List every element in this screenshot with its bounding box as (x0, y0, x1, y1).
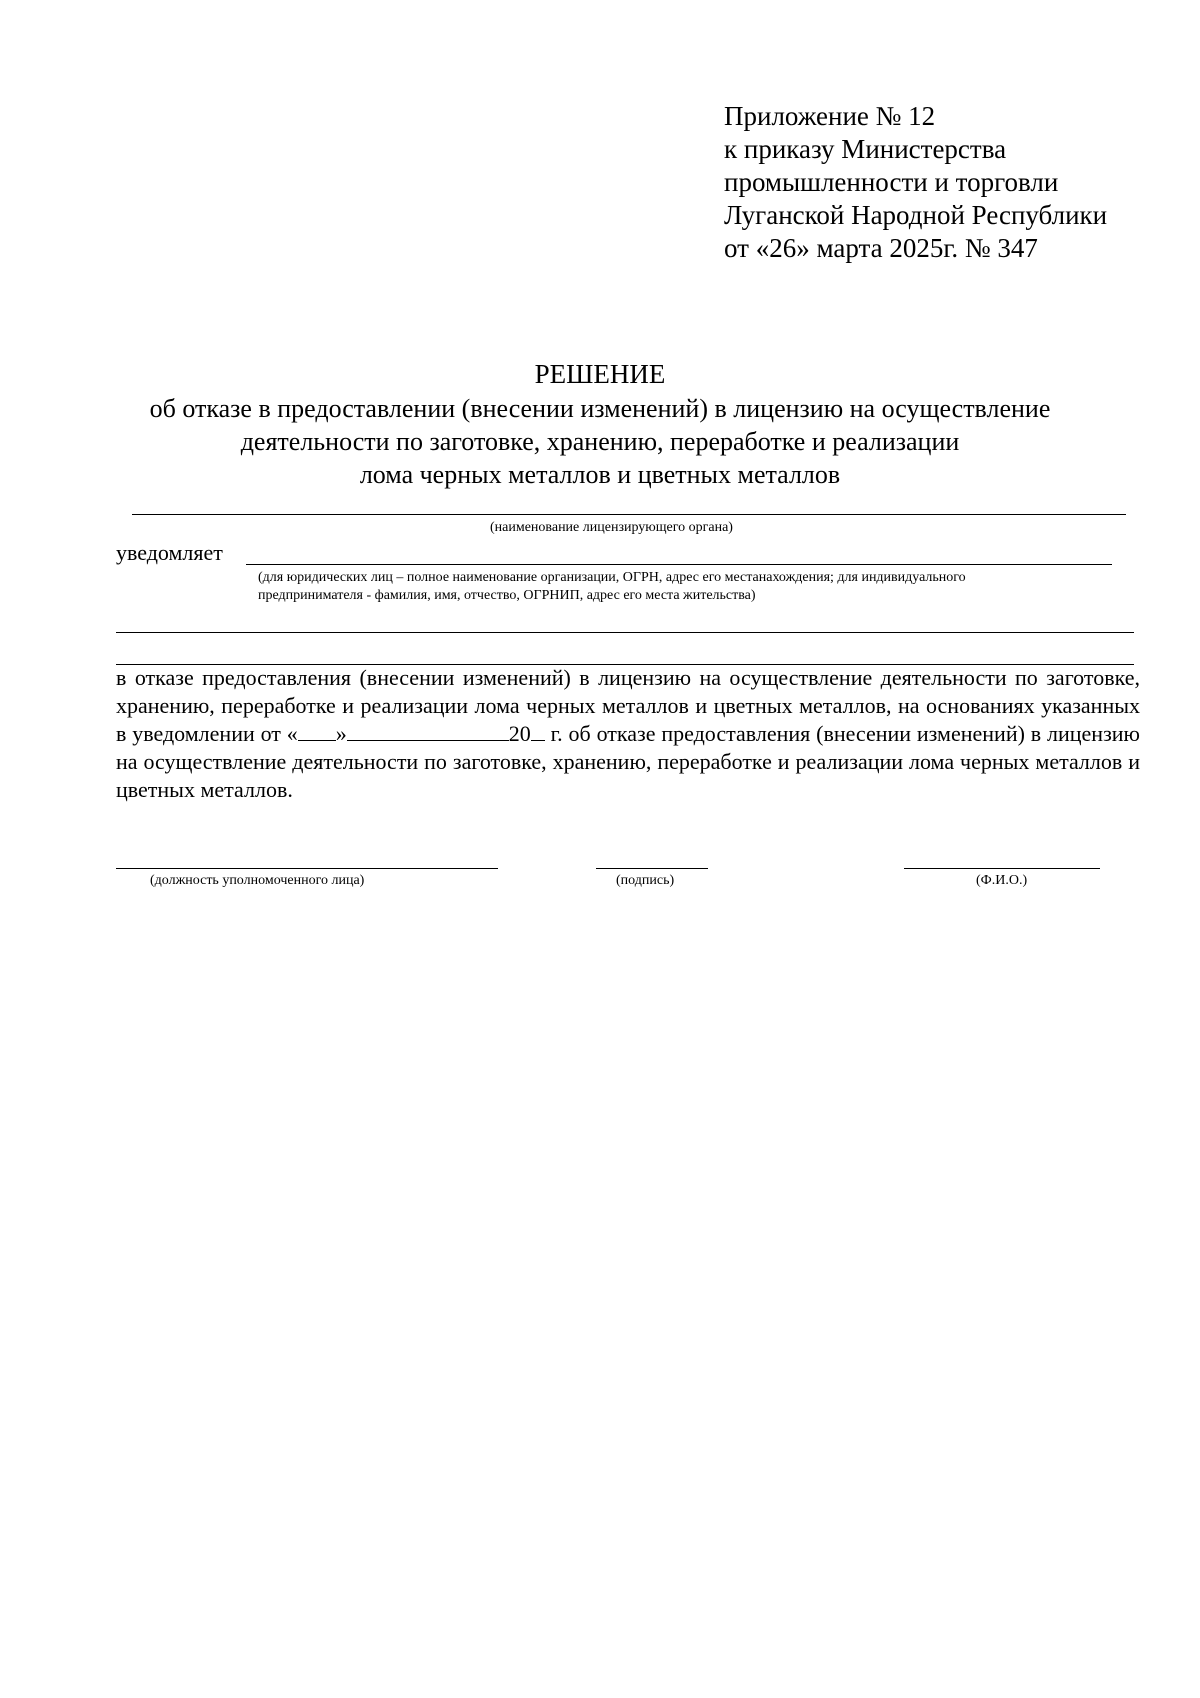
authority-field-line[interactable] (132, 514, 1126, 515)
applicant-field-line[interactable] (246, 564, 1112, 565)
body-text-part-2: » (335, 721, 347, 746)
title-heading: РЕШЕНИЕ (534, 359, 666, 389)
appendix-republic: Луганской Народной Республики (724, 200, 1108, 230)
applicant-field-line-2[interactable] (116, 632, 1134, 633)
decision-paragraph (116, 664, 1140, 804)
body-text-part-4: г. об отказе предоставления (внесении изменений) в лицензию на осуществление деятельности по заготовке, хранению, переработке и реализации лома черных металлов и цветных металлов. (116, 721, 1140, 802)
year-field[interactable] (531, 722, 545, 741)
applicant-caption-line-1: (для юридических лиц – полное наименование организации, ОГРН, адрес его местанахождения; для индивидуального (258, 570, 966, 585)
title-line-3: лома черных металлов и цветных металлов (359, 460, 841, 489)
notify-label: уведомляет (116, 540, 223, 565)
authority-caption: (наименование лицензирующего органа) (490, 520, 733, 535)
title-line-2: деятельности по заготовке, хранению, переработке и реализации (240, 427, 960, 456)
day-field[interactable] (298, 722, 336, 741)
name-field-line[interactable] (904, 868, 1100, 869)
position-field-line[interactable] (116, 868, 498, 869)
signature-caption: (подпись) (616, 873, 675, 888)
applicant-caption-line-2: предпринимателя - фамилия, имя, отчество, ОГРНИП, адрес его места жительства) (258, 588, 756, 603)
name-caption: (Ф.И.О.) (976, 873, 1028, 888)
document-title (60, 356, 1140, 491)
body-text-part-1: в отказе предоставления (внесении изменений) в лицензию на осуществление деятельности по заготовке, хранению, переработке и реализации лома черных металлов и цветных металлов, на основаниях указанных в уведомлении от « (116, 665, 1140, 746)
body-text-part-3: 20 (508, 721, 531, 746)
decision-body (116, 664, 1140, 804)
position-caption: (должность уполномоченного лица) (150, 873, 365, 888)
signature-field-line[interactable] (596, 868, 708, 869)
appendix-ministry: промышленности и торговли (724, 167, 1059, 197)
appendix-order-ref: к приказу Министерства (724, 134, 1007, 164)
appendix-block (724, 100, 1164, 265)
appendix-number: Приложение № 12 (724, 101, 936, 131)
appendix-date: от «26» марта 2025г. № 347 (724, 233, 1038, 263)
month-field[interactable] (347, 722, 509, 741)
title-line-1: об отказе в предоставлении (внесении изменений) в лицензию на осуществление (149, 394, 1051, 423)
